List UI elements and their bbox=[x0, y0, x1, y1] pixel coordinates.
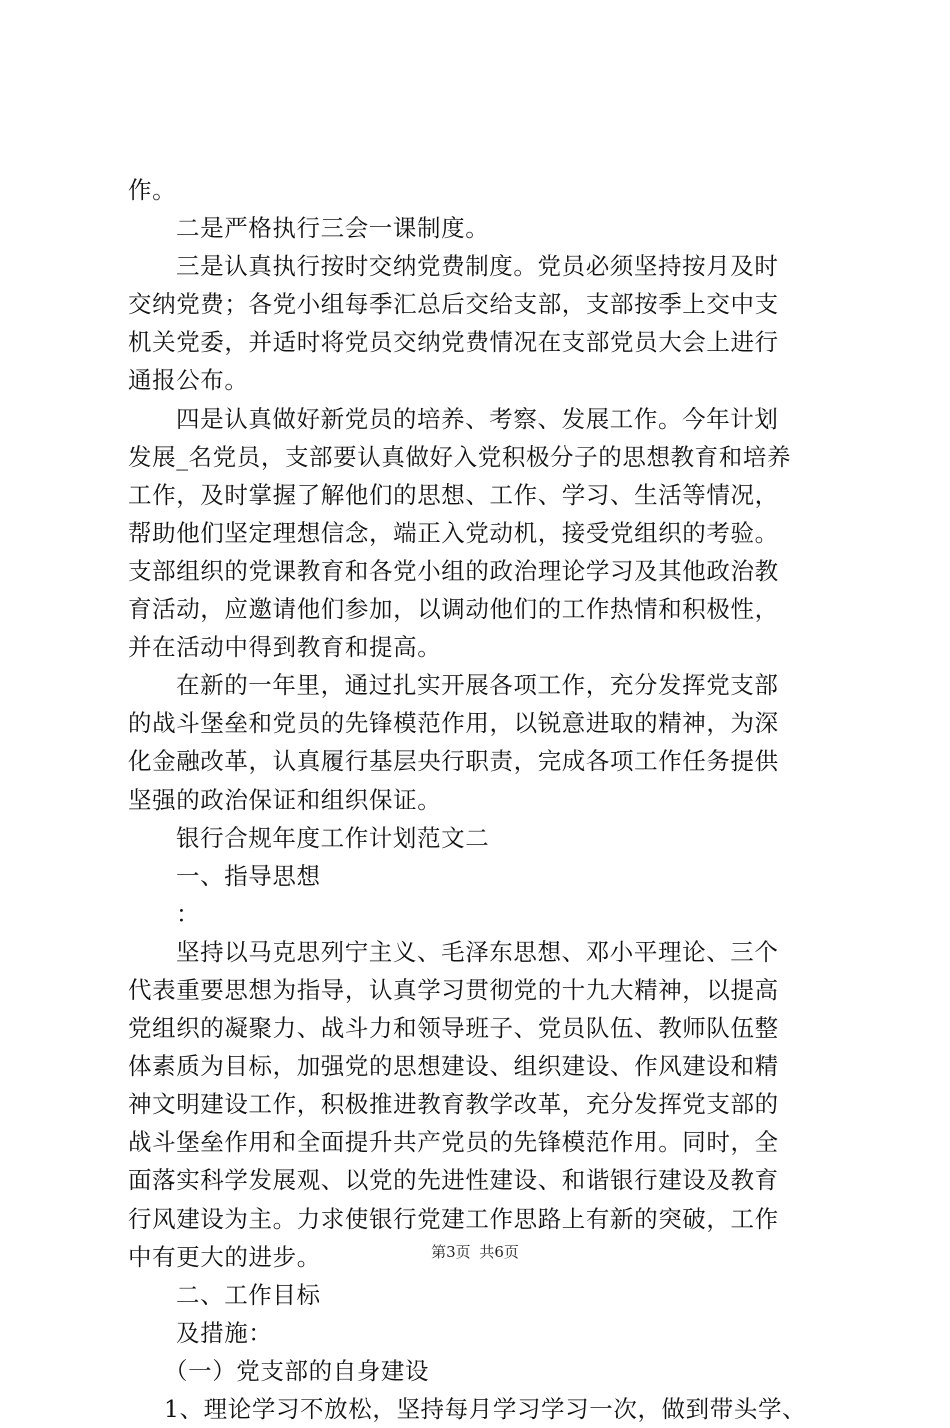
text-line: （一）党支部的自身建设 bbox=[164, 1356, 430, 1385]
text-line: 体素质为目标，加强党的思想建设、组织建设、作风建设和精 bbox=[128, 1052, 779, 1081]
text-line: 在新的一年里，通过扎实开展各项工作，充分发挥党支部 bbox=[176, 671, 779, 700]
text-line: 坚持以马克思列宁主义、毛泽东思想、邓小平理论、三个 bbox=[176, 937, 779, 966]
text-line: 四是认真做好新党员的培养、考察、发展工作。今年计划 bbox=[176, 404, 779, 433]
text-line: 发展_名党员，支部要认真做好入党积极分子的思想教育和培养 bbox=[128, 442, 792, 471]
text-line: 工作，及时掌握了解他们的思想、工作、学习、生活等情况， bbox=[128, 480, 779, 509]
page-total: 共6页 bbox=[479, 1243, 519, 1261]
text-line: 化金融改革，认真履行基层央行职责，完成各项工作任务提供 bbox=[128, 747, 779, 776]
document-body bbox=[128, 171, 848, 1428]
text-line: 作。 bbox=[128, 176, 177, 204]
text-line: 一、指导思想 bbox=[176, 861, 321, 890]
text-line: 及措施： bbox=[176, 1318, 273, 1347]
text-line: 党组织的凝聚力、战斗力和领导班子、党员队伍、教师队伍整 bbox=[128, 1014, 779, 1043]
text-line: 代表重要思想为指导，认真学习贯彻党的十九大精神，以提高 bbox=[128, 975, 779, 1004]
text-line: 1、理论学习不放松，坚持每月学习学习一次，做到带头学、 bbox=[164, 1395, 807, 1423]
text-line: 支部组织的党课教育和各党小组的政治理论学习及其他政治教 bbox=[128, 556, 779, 585]
text-line: 交纳党费；各党小组每季汇总后交给支部，支部按季上交中支 bbox=[128, 290, 779, 319]
text-line: 二、工作目标 bbox=[176, 1280, 321, 1309]
text-line: ： bbox=[176, 899, 201, 928]
text-line: 帮助他们坚定理想信念，端正入党动机，接受党组织的考验。 bbox=[128, 518, 779, 547]
page-number: 第3页 bbox=[431, 1243, 471, 1261]
text-line: 面落实科学发展观、以党的先进性建设、和谐银行建设及教育 bbox=[128, 1166, 779, 1195]
text-line: 通报公布。 bbox=[128, 366, 249, 395]
page-footer bbox=[0, 1241, 950, 1262]
text-line: 中有更大的进步。 bbox=[128, 1242, 321, 1271]
text-line: 战斗堡垒作用和全面提升共产党员的先锋模范作用。同时，全 bbox=[128, 1128, 779, 1157]
text-line: 机关党委，并适时将党员交纳党费情况在支部党员大会上进行 bbox=[128, 328, 779, 357]
text-line: 坚强的政治保证和组织保证。 bbox=[128, 785, 442, 814]
text-line: 行风建设为主。力求使银行党建工作思路上有新的突破，工作 bbox=[128, 1204, 779, 1233]
text-line: 三是认真执行按时交纳党费制度。党员必须坚持按月及时 bbox=[176, 252, 779, 281]
text-line: 二是严格执行三会一课制度。 bbox=[176, 214, 490, 243]
text-line: 并在活动中得到教育和提高。 bbox=[128, 633, 442, 662]
text-line: 育活动，应邀请他们参加，以调动他们的工作热情和积极性， bbox=[128, 595, 779, 624]
text-line: 神文明建设工作，积极推进教育教学改革，充分发挥党支部的 bbox=[128, 1090, 779, 1119]
text-line: 银行合规年度工作计划范文二 bbox=[176, 823, 490, 852]
text-line: 的战斗堡垒和党员的先锋模范作用，以锐意进取的精神，为深 bbox=[128, 709, 779, 738]
